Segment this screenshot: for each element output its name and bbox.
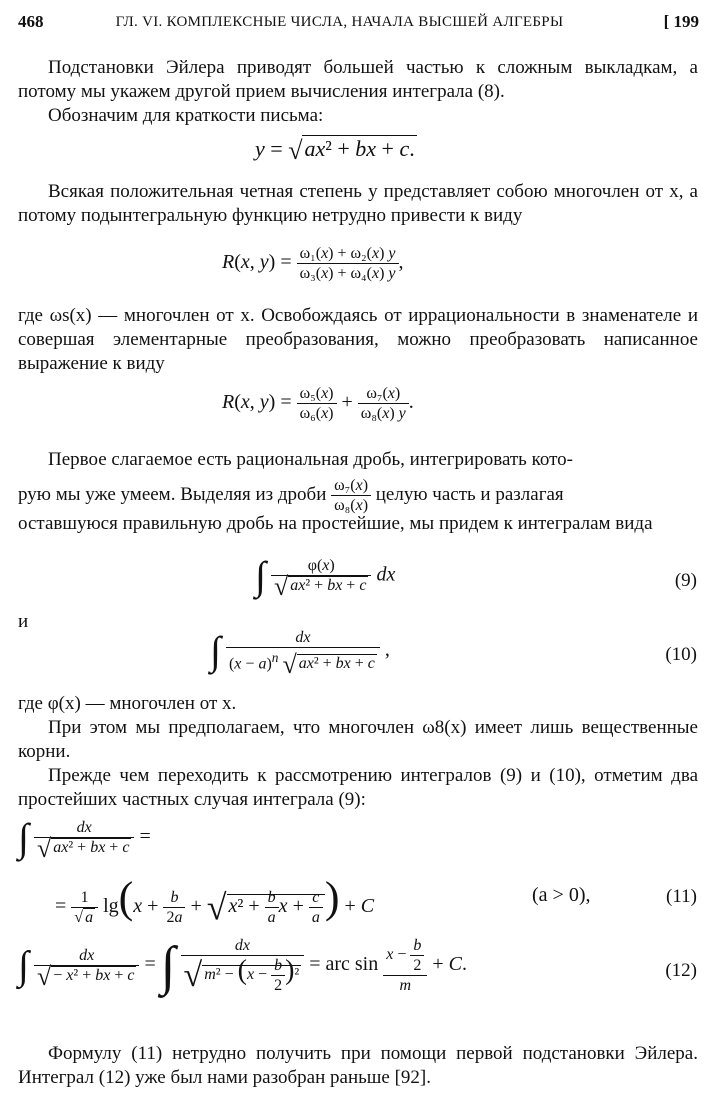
paragraph-first-term-b: рую мы уже умеем. Выделяя из дроби $\frac{\text{ω₇(x)}}{\text{ω₈(x)}}$ целую часть и разлагая [18,477,564,514]
formula-R-2: R(x, y) = $\frac{\text{ω₅(x)}}{\text{ω₆(x)}}$ + $\frac{\text{ω₇(x)}}{\text{ω₈(x) y}}$ . [222,385,414,422]
paragraph-real-roots: При этом мы предполагаем, что многочлен ω8(x) имеет лишь вещественные корни. [18,717,698,762]
page-number: 468 [18,12,44,31]
paragraph-even-power: Всякая положительная четная степень y представляет собою многочлен от x, а потому подынтегральную функцию нетрудно привести к виду [18,181,698,226]
formula-integral-10: ∫ $\frac{dx}{(x - a)^n √ ax^2 + bx + c}$ , [210,628,390,680]
text-left: рую мы уже умеем. Выделяя из дроби [18,483,327,505]
formula-12: ∫ $\frac{dx}{\text{√ − x² + bx + c}}$ = ∫ dx √ m² − (x − $\frac{b}{2}$ )² = arc sin x − $\frac{b}{2}$ m + C. [18,935,468,996]
equation-number-11: (11) [666,886,697,907]
equation-number-10: (10) [665,644,697,665]
formula-R-1: R(x, y) = $\frac{\text{ω₁(x) + ω₂(x) y}}{\text{ω₃(x) + ω₄(x) y}}$ , [222,245,404,282]
formula-11-rhs: = $\frac{1}{√ a}$ lg(x + $\frac{b}{2a}$ + √ x² + $\frac{b}{a}$ x + $\frac{c}{a}$ ) + C [55,873,375,928]
paragraph-phi-polynomial: где φ(x) — многочлен от x. [18,693,237,714]
equation-number-9: (9) [674,570,697,591]
formula-y-definition: y = √ax² + bx + c. [255,136,415,165]
running-header [18,12,699,40]
paragraph-first-term-c: оставшуюся правильную дробь на простейшие, мы придем к интегралам вида [18,513,653,534]
paragraph-special-cases: Прежде чем переходить к рассмотрению интегралов (9) и (10), отметим два простейших частных случая интеграла (9): [18,765,698,810]
conjunction-and: и [18,611,29,632]
text-right: целую часть и разлагая [375,483,564,505]
paragraph-formula-11-note: Формулу (11) нетрудно получить при помощи первой подстановки Эйлера. Интеграл (12) уже был нами разобран раньше [92]. [18,1043,698,1088]
paragraph-first-term-a: Первое слагаемое есть рациональная дробь, интегрировать кото- [48,449,573,470]
running-title: ГЛ. VI. КОМПЛЕКСНЫЕ ЧИСЛА, НАЧАЛА ВЫСШЕЙ АЛГЕБРЫ [115,14,564,30]
condition-a-positive: (a > 0), [532,884,591,906]
formula-11-lhs: ∫ $\frac{dx}{\text{√ ax² + bx + c}}$ = [18,815,151,863]
paragraph-euler-substitutions: Подстановки Эйлера приводят большей частью к сложным выкладкам, а потому мы укажем другой прием вычисления интеграла (8). [18,57,698,102]
equation-number-12: (12) [665,960,697,981]
paragraph-omega-polynomial: где ωs(x) — многочлен от x. Освобождаясь от иррациональности в знаменателе и совершая элементарные преобразования, можно преобразовать написанное выражение к виду [18,305,698,374]
formula-integral-9: ∫ $\frac{\varphi(x)}{\text{√ ax² + bx + c}}$ dx [255,553,396,601]
section-number: [ 199 [663,12,699,31]
paragraph-notation: Обозначим для краткости письма: [48,105,324,126]
